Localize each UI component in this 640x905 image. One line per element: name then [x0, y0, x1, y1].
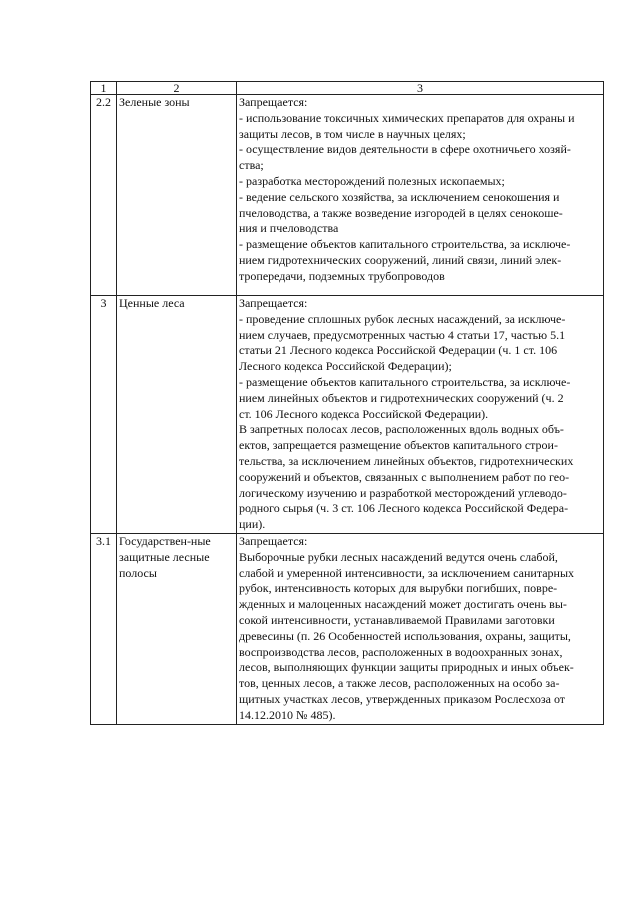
restrictions-text: [237, 296, 604, 534]
category-name: [117, 95, 237, 296]
restrictions-text: [237, 533, 604, 724]
text-line: защиты лесов, в том числе в научных целях;: [239, 126, 466, 141]
text-line: тропередачи, подземных трубопроводов: [239, 268, 445, 283]
text-line: сооружений и объектов, связанных с выполнением работ по гео-: [239, 469, 570, 484]
text-line: сокой интенсивности, устанавливаемой Правилами заготовки: [239, 612, 555, 627]
text-line: - осуществление видов деятельности в сфере охотничьего хозяй-: [239, 142, 571, 157]
category-name-line: Зеленые зоны: [119, 95, 190, 109]
category-name: [117, 296, 237, 534]
text-line: Запрещается:: [239, 296, 308, 310]
text-line: статьи 21 Лесного кодекса Российской Федерации (ч. 1 ст. 106: [239, 343, 558, 358]
text-line: 14.12.2010 № 485).: [239, 707, 336, 722]
text-line: древесины (п. 26 Особенностей использования, охраны, защиты,: [239, 628, 571, 643]
text-line: пчеловодства, а также возведение изгородей в целях сенокоше-: [239, 205, 563, 220]
text-line: Выборочные рубки лесных насаждений ведутся очень слабой,: [239, 549, 558, 564]
category-name-line: Ценные леса: [119, 296, 185, 310]
restrictions-table: [90, 81, 604, 725]
row-number: 3: [91, 296, 117, 534]
table-row: [91, 533, 604, 724]
category-name: [117, 533, 237, 724]
table-row: [91, 296, 604, 534]
row-number: 2.2: [91, 95, 117, 296]
text-line: ектов, запрещается размещение объектов капитального строи-: [239, 438, 558, 453]
text-line: - проведение сплошных рубок лесных насаждений, за исключе-: [239, 311, 566, 326]
text-line: Запрещается:: [239, 533, 308, 548]
text-line: нием гидротехнических сооружений, линий связи, линий элек-: [239, 252, 562, 267]
text-line: - использование токсичных химических препаратов для охраны и: [239, 110, 575, 125]
text-line: рубок, интенсивность которых для вырубки погибших, повре-: [239, 581, 558, 596]
text-line: жденных и малоценных насаждений может достигать очень вы-: [239, 597, 567, 612]
text-line: ства;: [239, 158, 264, 173]
restrictions-text: [237, 95, 604, 296]
text-line: - разработка месторождений полезных ископаемых;: [239, 173, 505, 188]
text-line: тельства, за исключением линейных объектов, гидротехнических: [239, 453, 574, 468]
table-row: [91, 95, 604, 296]
text-line: ния и пчеловодства: [239, 221, 339, 236]
text-line: Запрещается:: [239, 95, 308, 109]
text-line: - ведение сельского хозяйства, за исключением сенокошения и: [239, 189, 560, 204]
text-line: логическому изучению и разработкой месторождений углеводо-: [239, 485, 567, 500]
text-line: щитных участках лесов, утвержденных приказом Рослесхоза от: [239, 691, 566, 706]
text-line: В запретных полосах лесов, расположенных вдоль водных объ-: [239, 422, 564, 437]
text-line: воспроизводства лесов, расположенных в водоохранных зонах,: [239, 644, 563, 659]
text-line: слабой и умеренной интенсивности, за исключением санитарных: [239, 565, 575, 580]
text-line: нием случаев, предусмотренных частью 4 статьи 17, частью 5.1: [239, 327, 566, 342]
category-name-line: полосы: [119, 565, 157, 580]
header-col-1: 1: [91, 82, 117, 95]
text-line: ст. 106 Лесного кодекса Российской Федерации).: [239, 406, 489, 421]
table-header-row: [91, 82, 604, 95]
text-line: лесов, выполняющих функции защиты природных и иных объек-: [239, 660, 574, 675]
header-col-3: 3: [237, 82, 604, 95]
text-line: нием линейных объектов и гидротехнических сооружений (ч. 2: [239, 390, 564, 405]
category-name-line: Государствен-ные: [119, 533, 211, 548]
row-number: 3.1: [91, 533, 117, 724]
header-col-2: 2: [117, 82, 237, 95]
text-line: тов, ценных лесов, а также лесов, расположенных на особо за-: [239, 676, 560, 691]
text-line: ции).: [239, 517, 266, 532]
text-line: Лесного кодекса Российской Федерации);: [239, 359, 452, 374]
text-line: - размещение объектов капитального строительства, за исключе-: [239, 374, 571, 389]
category-name-line: защитные лесные: [119, 549, 210, 564]
text-line: - размещение объектов капитального строительства, за исключе-: [239, 237, 571, 252]
text-line: родного сырья (ч. 3 ст. 106 Лесного кодекса Российской Федера-: [239, 501, 569, 516]
